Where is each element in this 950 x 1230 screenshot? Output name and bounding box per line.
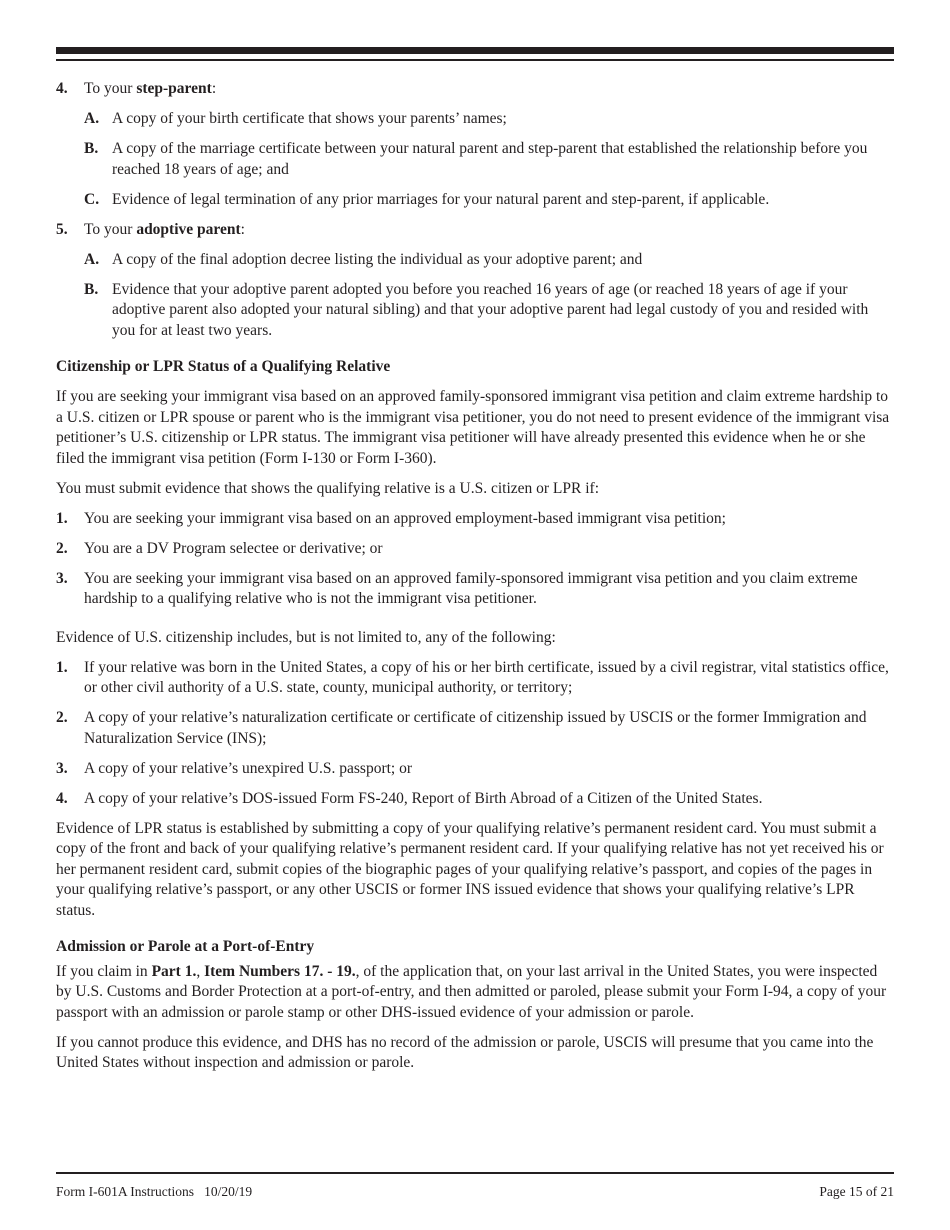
item-number: 4.	[56, 80, 68, 97]
text-run: ,	[196, 962, 205, 980]
list-item-adoptive-parent	[56, 220, 894, 241]
sub-item	[84, 280, 894, 342]
item-prefix: To your	[84, 80, 137, 97]
paragraph: Evidence of U.S. citizenship includes, but is not limited to, any of the following:	[56, 628, 556, 646]
sub-item-letter: A.	[84, 110, 100, 127]
list-item	[56, 569, 894, 610]
item-text: You are a DV Program selectee or derivative; or	[84, 539, 383, 557]
bold-reference: Part 1.	[151, 962, 197, 980]
item-text: A copy of your relative’s unexpired U.S. passport; or	[84, 759, 413, 777]
item-text: A copy of your relative’s naturalization certificate or certificate of citizenship issued by USCIS or the former Immigration and Naturalization Service (INS);	[84, 709, 867, 747]
item-suffix: :	[240, 220, 245, 238]
paragraph: If you are seeking your immigrant visa based on an approved family-sponsored immigrant visa petition and claim extreme hardship to a U.S. citizen or LPR spouse or parent who is the immigrant visa petitioner, you do not need to present evidence of the immigrant visa petitioner’s U.S. citizenship or LPR status. The immigrant visa petitioner will have already presented this evidence when he or she filed the immigrant visa petition (Form I-130 or Form I-360).	[56, 388, 890, 467]
item-text: You are seeking your immigrant visa based on an approved employment-based immigrant visa petition;	[84, 509, 726, 527]
sub-item	[84, 250, 894, 271]
sub-item-text: Evidence of legal termination of any prior marriages for your natural parent and step-parent, if applicable.	[112, 190, 770, 208]
sub-item	[84, 109, 894, 130]
sub-item-letter: B.	[84, 280, 99, 298]
sub-item-text: A copy of the marriage certificate between your natural parent and step-parent that established the relationship before you reached 18 years of age; and	[112, 140, 868, 178]
paragraph: If you cannot produce this evidence, and DHS has no record of the admission or parole, USCIS will presume that you came into the United States without inspection and admission or parole.	[56, 1033, 874, 1071]
item-number: 1.	[56, 658, 68, 676]
item-number: 5.	[56, 220, 68, 238]
footer-rule	[56, 1172, 894, 1174]
header-thick-rule	[56, 47, 894, 54]
item-number: 4.	[56, 789, 68, 807]
footer-form-id: Form I-601A Instructions 10/20/19	[56, 1184, 253, 1199]
paragraph: You must submit evidence that shows the qualifying relative is a U.S. citizen or LPR if:	[56, 479, 600, 497]
item-suffix: :	[211, 80, 217, 97]
list-item	[56, 539, 894, 560]
paragraph	[56, 962, 894, 1024]
sub-item-letter: B.	[84, 140, 99, 157]
list-item	[56, 509, 894, 530]
item-number: 2.	[56, 709, 68, 726]
paragraph: Evidence of LPR status is established by submitting a copy of your qualifying relative’s permanent resident card. You must submit a copy of the front and back of your qualifying relative’s permanent resident card. If your qualifying relative has not yet received his or her permanent resident card, submit copies of the biographic pages of your qualifying relative’s passport, and copies of the pages in your qualifying relative’s passport, or any other USCIS or former INS issued evidence that shows your qualifying relative’s LPR status.	[56, 819, 884, 919]
sub-item-letter: C.	[84, 190, 100, 208]
sub-item-letter: A.	[84, 250, 100, 268]
sub-item-text: Evidence that your adoptive parent adopted you before you reached 16 years of age (or reached 18 years of age if your adoptive parent also adopted your natural sibling) and that your adoptive parent had legal custody of you and resided with you for at least two years.	[112, 280, 869, 339]
document-body	[56, 79, 894, 1083]
header-thin-rule	[56, 59, 894, 61]
item-number: 2.	[56, 539, 68, 557]
bold-reference: Item Numbers 17. - 19.	[204, 962, 356, 980]
list-item	[56, 789, 894, 810]
list-item	[56, 658, 894, 699]
item-text	[84, 220, 894, 241]
sub-item	[84, 190, 894, 211]
item-prefix: To your	[84, 220, 137, 238]
item-bold-term: adoptive parent	[136, 220, 241, 238]
sub-item-text: A copy of the final adoption decree listing the individual as your adoptive parent; and	[112, 250, 643, 268]
list-item	[56, 708, 894, 749]
item-number: 1.	[56, 509, 68, 527]
item-text	[84, 79, 894, 100]
item-text: If your relative was born in the United States, a copy of his or her birth certificate, issued by a civil registrar, vital statistics office, or other civil authority of a U.S. state, county, municipal authority, or territory;	[84, 658, 889, 696]
section-heading-citizenship: Citizenship or LPR Status of a Qualifying Relative	[56, 358, 391, 375]
item-text: You are seeking your immigrant visa based on an approved family-sponsored immigrant visa petition and you claim extreme hardship to a qualifying relative who is not the immigrant visa petitioner.	[84, 569, 858, 607]
text-run: , of the application that, on your last arrival in the United States, you were inspected by U.S. Customs and Border Protection at a port-of-entry, and then admitted or paroled, please submit your Form I-94, a copy of your passport with an admission or parole stamp or other DHS-issued evidence of your admission or parole.	[56, 962, 887, 1021]
item-bold-term: step-parent	[136, 80, 212, 97]
section-heading-admission: Admission or Parole at a Port-of-Entry	[56, 938, 315, 955]
footer-page-number: Page 15 of 21	[819, 1184, 894, 1199]
item-number: 3.	[56, 569, 68, 587]
item-text: A copy of your relative’s DOS-issued Form FS-240, Report of Birth Abroad of a Citizen of the United States.	[84, 789, 763, 807]
sub-item-text: A copy of your birth certificate that shows your parents’ names;	[112, 110, 507, 127]
list-item	[56, 759, 894, 780]
sub-item	[84, 139, 894, 180]
list-item-step-parent	[56, 79, 894, 100]
text-run: If you claim in	[56, 962, 152, 980]
item-number: 3.	[56, 759, 68, 777]
